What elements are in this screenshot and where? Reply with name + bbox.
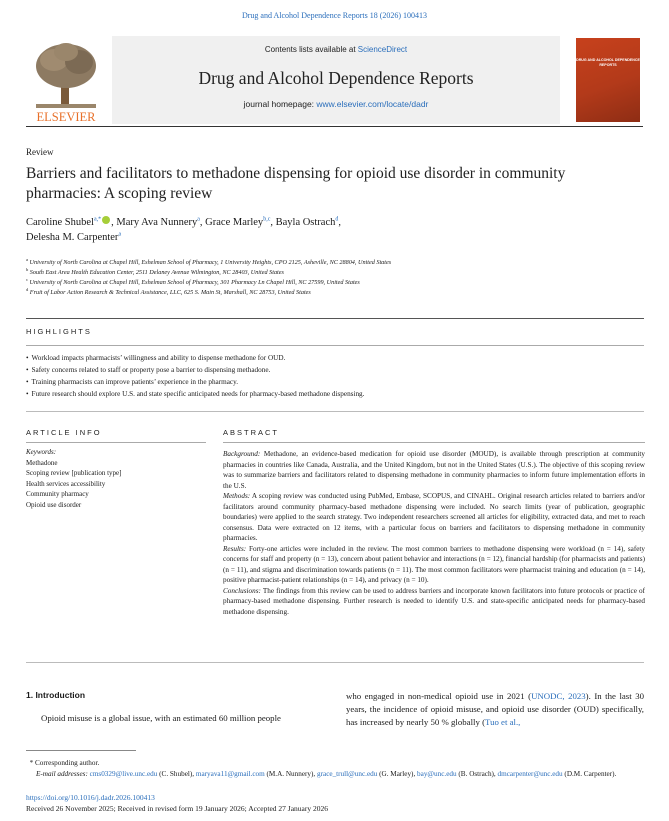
corresponding-author-note: * Corresponding author. [26,759,100,767]
keyword: Health services accessibility [26,479,106,488]
affiliations [26,258,636,298]
orcid-icon[interactable] [102,216,110,224]
sciencedirect-link[interactable]: ScienceDirect [357,45,408,54]
keywords [26,447,206,510]
citation-link[interactable]: Tuo et al., [485,717,521,727]
elsevier-logo[interactable] [26,38,106,124]
author[interactable]: Mary Ava Nunnery$^a$ [116,216,200,228]
keyword: Methadone [26,458,58,467]
email-link[interactable]: cms0329@live.unc.edu [89,769,158,778]
homepage-line [112,99,560,109]
homepage-prefix: journal homepage: [243,99,317,109]
author[interactable]: Bayla Ostrach$^d$ [275,216,339,228]
email-link[interactable]: bay@unc.edu [417,769,457,778]
divider [223,442,645,443]
article-info-heading: ARTICLE INFO [26,428,102,437]
section-heading-introduction: 1. Introduction [26,690,86,700]
list-item: • Training pharmacists can improve patients’ experience in the pharmacy. [26,376,626,388]
intro-left-column: Opioid misuse is a global issue, with an estimated 60 million people [41,713,281,723]
divider [26,318,644,319]
affiliation: $^b$ South East Area Health Education Center, 2511 Delaney Avenue Wilmington, NC 28403, United States [26,266,284,276]
email-link[interactable]: maryava11@gmail.com [195,769,265,778]
elsevier-tree-icon [26,38,106,124]
highlights-list [26,352,626,400]
affiliation: $^a$ University of North Carolina at Chapel Hill, Eshelman School of Pharmacy, 1 University Heights, CPO 2125, Asheville, NC 28804, United States [26,256,392,266]
journal-citation[interactable]: Drug and Alcohol Dependence Reports 18 (2026) 100413 [241,11,428,20]
journal-title: Drug and Alcohol Dependence Reports [198,68,474,88]
divider [26,345,644,346]
abstract-results: Results: Forty-one articles were included in the review. The most common barriers to methadone dispensing were workload (n = 14), safety concerns for staff and property (n = 13), concern about patient behavior and interactions (n = 12), financial hardship (for pharmacists and patients) (n = 11), and stigma and discrimination towards patients (n = 11). The most common facilitators were pharmacist training and education (n = 14), positive pharmacist-patient relationships (n = 14), and privacy (n = 10). [223,544,645,584]
contents-prefix: Contents lists available at [264,45,358,54]
intro-right-column: who engaged in non-medical opioid use in 2021 (UNODC, 2023). In the last 30 years, the incidence of opioid misuse, and opioid use disorder (OUD) specifically, has increased by nearly 50 % globally (Tuo et al., [346,691,644,727]
abstract-background: Background: Methadone, an evidence-based medication for opioid use disorder (MOUD), is available through prescription at community pharmacies in countries like Canada, Australia, and the United Kingdom, but not in the United States (U.S.). The objective of this scoping review was to summarize barriers and facilitators related to dispensing methadone in community pharmacies to inform future implementation efforts in the U.S. [223,450,645,490]
doi-block [26,793,328,814]
abstract-body [223,449,645,617]
keyword: Scoping review [publication type] [26,469,122,477]
cover-title: DRUG AND ALCOHOL DEPENDENCE REPORTS [576,58,640,67]
keyword: Community pharmacy [26,490,89,498]
highlights-heading: HIGHLIGHTS [26,327,92,336]
divider [26,442,206,443]
author[interactable]: Grace Marley$^{b,c}$ [205,216,271,228]
author-list: Caroline Shubel$^{a,*}$ , Mary Ava Nunnery$^a$, Grace Marley$^{b,c}$, Bayla Ostrach$^d$, Delesha M. Carpenter$^a$ [26,216,342,243]
article-type: Review [26,147,54,157]
footnotes [26,758,644,779]
contents-line [112,45,560,54]
list-item: • Workload impacts pharmacists’ willingness and ability to dispense methadone for OUD. [26,352,626,364]
keywords-label: Keywords: [26,448,57,456]
list-item: • Future research should explore U.S. and state specific anticipated needs for pharmacy-based methadone dispensing. [26,388,626,400]
publisher-name: ELSEVIER [36,110,96,124]
author[interactable]: Caroline Shubel$^{a,*}$ [26,216,102,228]
email-addresses: E-mail addresses: cms0329@live.unc.edu (C. Shubel), maryava11@gmail.com (M.A. Nunnery), grace_trull@unc.edu (G. Marley), bay@unc.edu (B. Ostrach), dmcarpenter@unc.edu (D.M. Carpenter). [36,769,617,778]
divider [26,411,644,412]
affiliation: $^d$ Fruit of Labor Action Research & Technical Assistance, LLC, 625 S. Main St, Marshall, NC 28753, United States [26,286,311,296]
list-item: • Safety concerns related to staff or property pose a barrier to dispensing methadone. [26,364,626,376]
article-title: Barriers and facilitators to methadone dispensing for opioid use disorder in community pharmacies: A scoping review [26,165,566,202]
received-dates: Received 26 November 2025; Received in revised form 19 January 2026; Accepted 27 January 2026 [26,803,328,813]
abstract-conclusions: Conclusions: The findings from this review can be used to address barriers and incorporate known facilitators into future protocols or practice of pharmacy-based methadone dispensing. Further research is needed to identify U.S. and state-specific anticipated needs for pharmacy-based methadone dispensing. [223,586,645,616]
abstract-methods: Methods: A scoping review was conducted using PubMed, Embase, SCOPUS, and CINAHL. Original research articles related to barriers and/or facilitators around community pharmacy-based methadone dispensing were included. No search limits (year of publication, geographic boundaries) were applied to the search strategy. Two independent researchers screened all articles for eligibility, extracted data, and met to reach consensus. Data were extracted on 12 items, with a particular focus on barriers and facilitators to dispensing methadone in community pharmacies. [223,492,645,542]
journal-cover[interactable] [576,38,640,122]
keyword: Opioid use disorder [26,500,82,509]
divider [26,662,644,663]
abstract-heading: ABSTRACT [223,428,280,437]
email-link[interactable]: dmcarpenter@unc.edu [497,769,563,778]
affiliation: $^c$ University of North Carolina at Chapel Hill, Eshelman School of Pharmacy, 301 Pharmacy Ln Chapel Hill, NC 27599, United States [26,276,360,286]
homepage-link[interactable]: www.elsevier.com/locate/dadr [316,99,429,109]
citation-link[interactable]: UNODC, 2023 [531,691,586,701]
email-link[interactable]: grace_trull@unc.edu [317,769,378,778]
footnote-divider [26,750,136,751]
author[interactable]: Delesha M. Carpenter$^a$ [26,231,122,243]
journal-masthead [112,36,560,124]
doi-link[interactable]: https://doi.org/10.1016/j.dadr.2026.100413 [26,793,155,802]
